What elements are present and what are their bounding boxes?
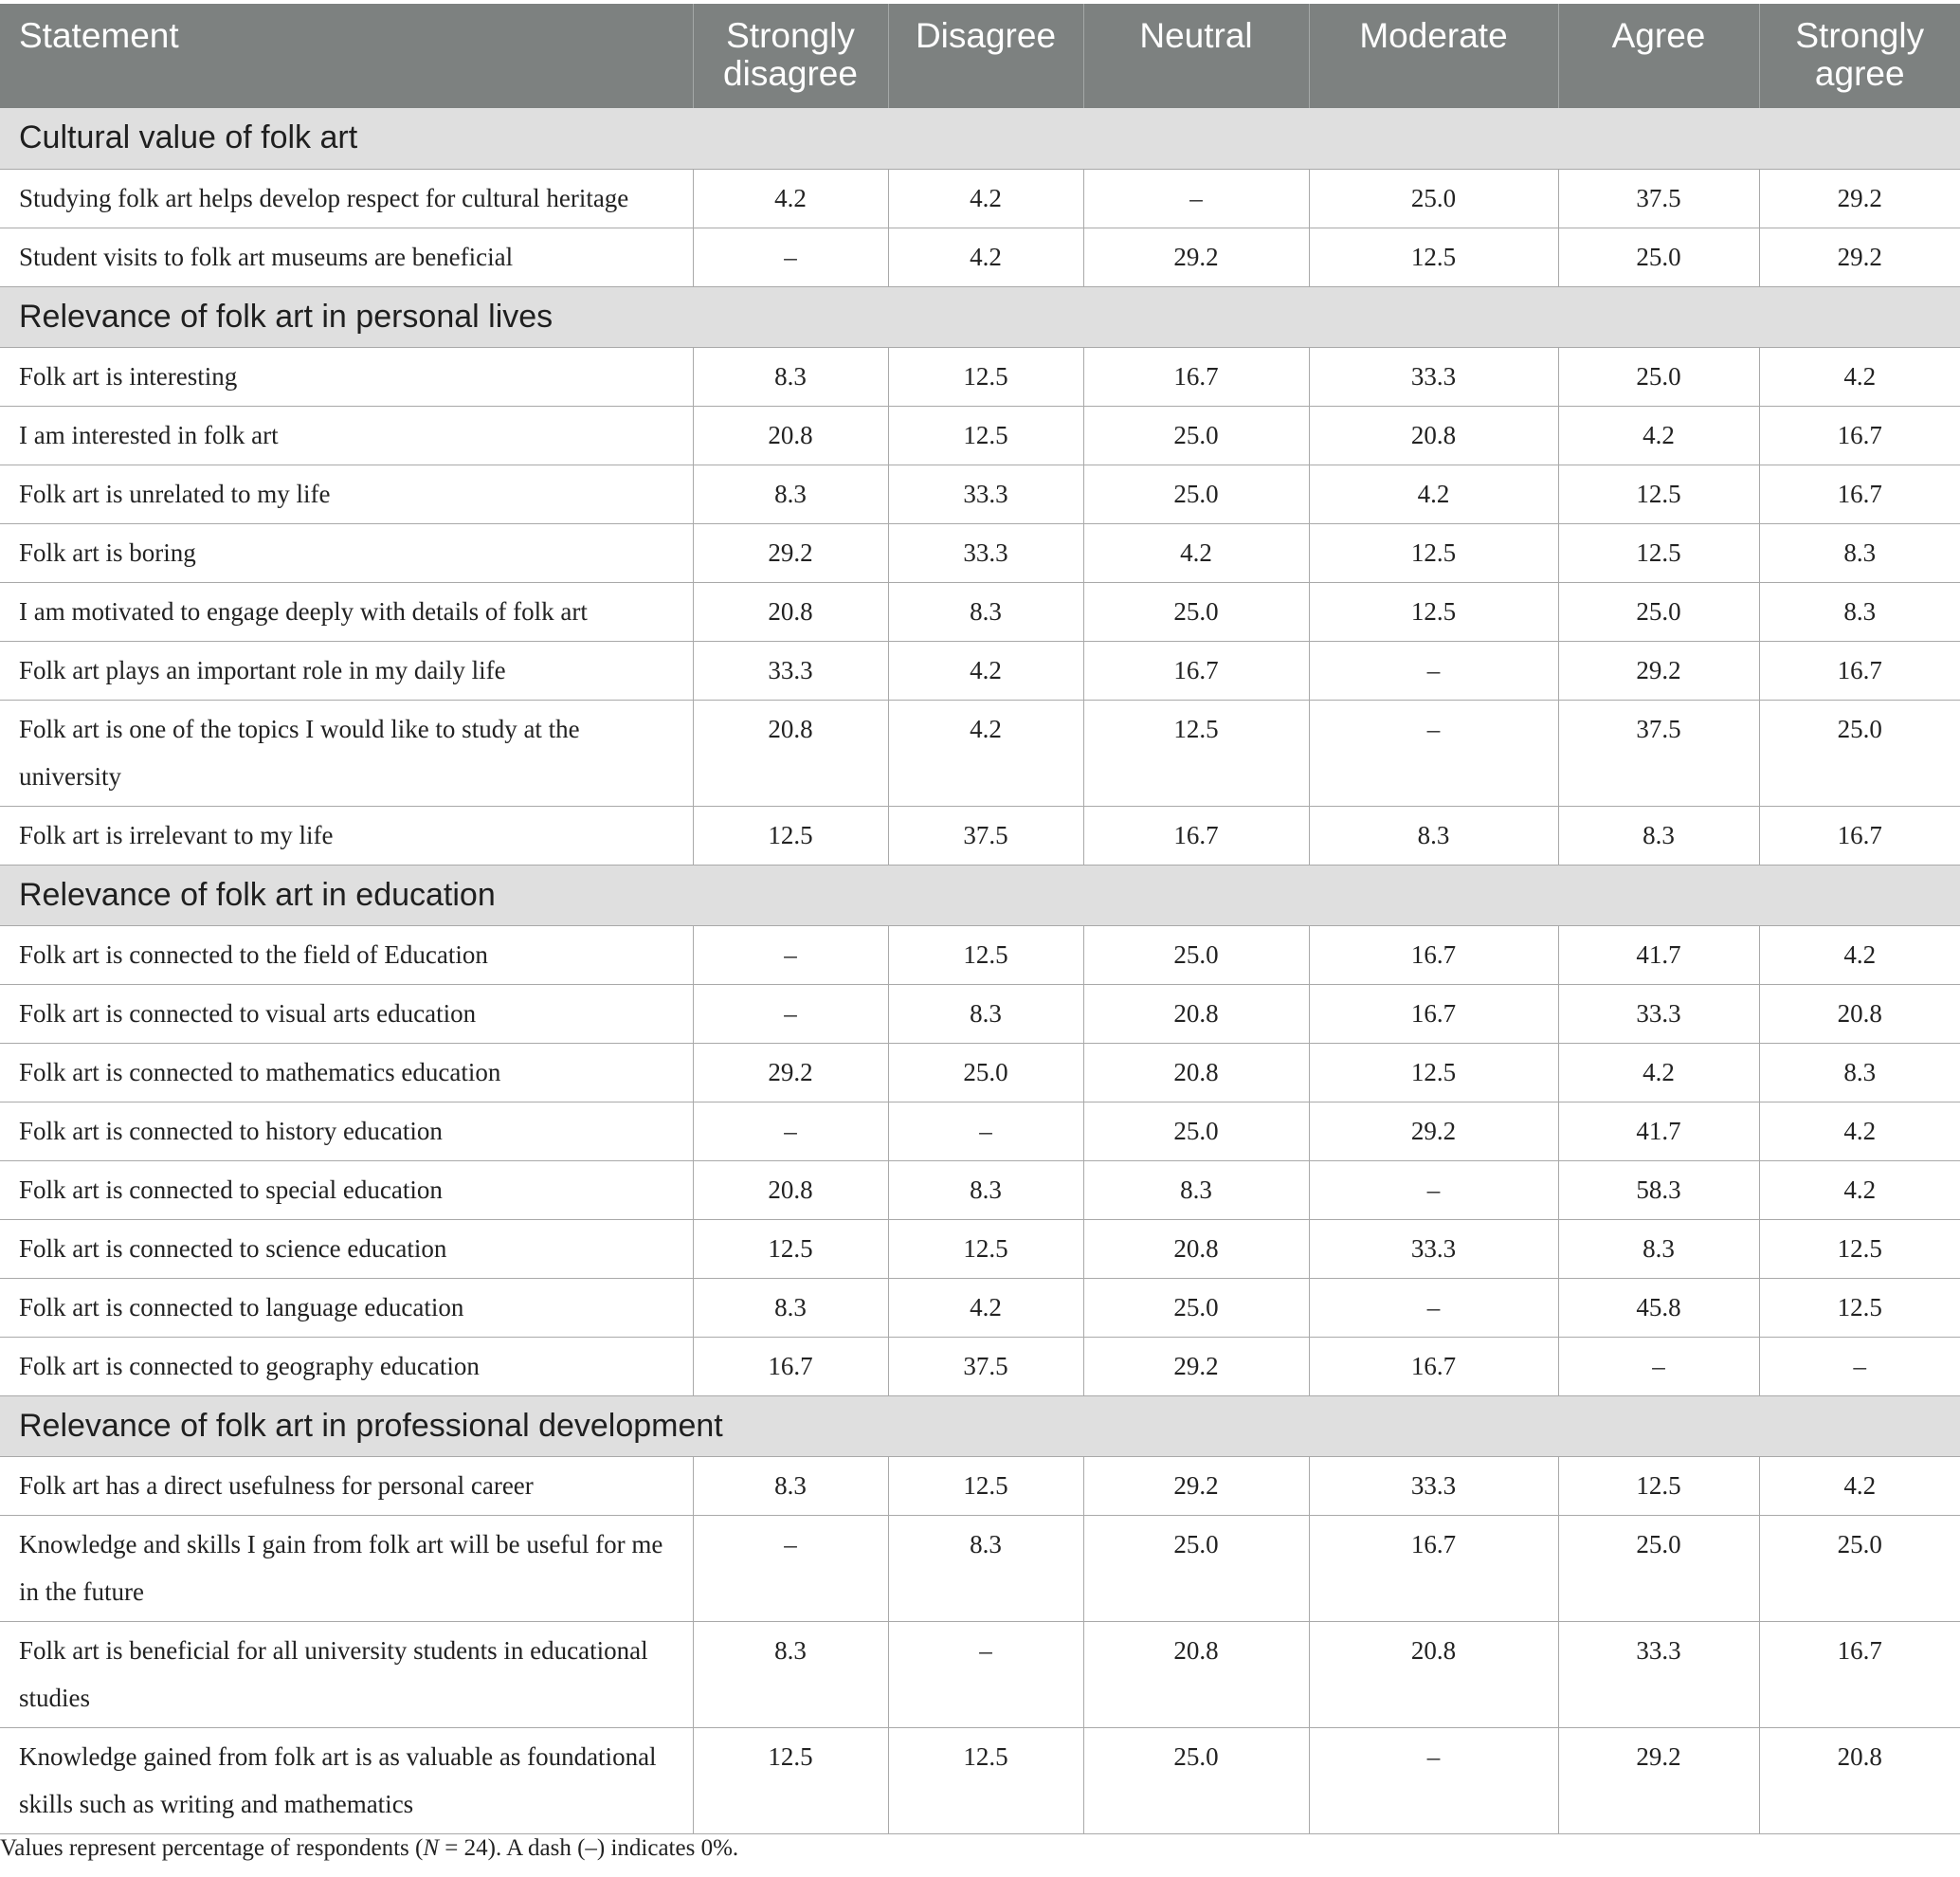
value-cell-disagree: 4.2	[888, 641, 1083, 700]
value-cell-strongly-disagree: 20.8	[693, 406, 888, 465]
table-row	[0, 806, 1960, 865]
statement-cell: Folk art is one of the topics I would like to study at the university	[0, 700, 693, 806]
value-cell-disagree: 33.3	[888, 465, 1083, 523]
value-cell-strongly-agree: 16.7	[1759, 1621, 1960, 1727]
table-footnote	[0, 1835, 738, 1862]
value-cell-moderate: 20.8	[1309, 406, 1558, 465]
table-row	[0, 641, 1960, 700]
value-cell-agree: 25.0	[1558, 1515, 1759, 1621]
value-cell-moderate: 33.3	[1309, 347, 1558, 406]
statement-cell: Folk art has a direct usefulness for personal career	[0, 1456, 693, 1515]
statement-cell: Folk art is connected to geography education	[0, 1337, 693, 1395]
value-cell-strongly-agree: 20.8	[1759, 1727, 1960, 1833]
value-cell-disagree: 4.2	[888, 228, 1083, 286]
table-row	[0, 582, 1960, 641]
value-cell-strongly-agree: 8.3	[1759, 1043, 1960, 1102]
table-row	[0, 1160, 1960, 1219]
value-cell-disagree: 12.5	[888, 347, 1083, 406]
table-row	[0, 1219, 1960, 1278]
value-cell-agree: 25.0	[1558, 228, 1759, 286]
statement-cell: Folk art is connected to special education	[0, 1160, 693, 1219]
section-title: Relevance of folk art in education	[0, 865, 1960, 925]
section-row	[0, 286, 1960, 347]
value-cell-neutral: 8.3	[1083, 1160, 1309, 1219]
value-cell-strongly-disagree: 8.3	[693, 1456, 888, 1515]
value-cell-disagree: 8.3	[888, 582, 1083, 641]
value-cell-moderate: 20.8	[1309, 1621, 1558, 1727]
table-row	[0, 465, 1960, 523]
value-cell-neutral: 25.0	[1083, 1727, 1309, 1833]
value-cell-agree: 37.5	[1558, 700, 1759, 806]
value-cell-neutral: 25.0	[1083, 406, 1309, 465]
value-cell-strongly-disagree: –	[693, 1102, 888, 1160]
value-cell-disagree: 12.5	[888, 406, 1083, 465]
value-cell-agree: 41.7	[1558, 1102, 1759, 1160]
value-cell-disagree: 4.2	[888, 700, 1083, 806]
value-cell-strongly-disagree: –	[693, 984, 888, 1043]
value-cell-disagree: –	[888, 1102, 1083, 1160]
table-row	[0, 406, 1960, 465]
value-cell-agree: 12.5	[1558, 465, 1759, 523]
table-row	[0, 1621, 1960, 1727]
statement-cell: I am motivated to engage deeply with details of folk art	[0, 582, 693, 641]
statement-cell: I am interested in folk art	[0, 406, 693, 465]
value-cell-strongly-disagree: 8.3	[693, 1278, 888, 1337]
value-cell-strongly-agree: –	[1759, 1337, 1960, 1395]
value-cell-disagree: –	[888, 1621, 1083, 1727]
value-cell-neutral: 25.0	[1083, 925, 1309, 984]
statement-cell: Folk art is connected to language education	[0, 1278, 693, 1337]
value-cell-neutral: 25.0	[1083, 582, 1309, 641]
value-cell-neutral: 25.0	[1083, 465, 1309, 523]
value-cell-moderate: 16.7	[1309, 984, 1558, 1043]
value-cell-agree: 4.2	[1558, 406, 1759, 465]
section-title: Relevance of folk art in professional development	[0, 1395, 1960, 1456]
value-cell-neutral: 16.7	[1083, 641, 1309, 700]
column-header-strongly-disagree: Strongly disagree	[693, 4, 888, 108]
table-row	[0, 1456, 1960, 1515]
table-header	[0, 4, 1960, 108]
section-row	[0, 108, 1960, 169]
value-cell-moderate: –	[1309, 1278, 1558, 1337]
table-row	[0, 1278, 1960, 1337]
table-body	[0, 108, 1960, 1833]
value-cell-strongly-disagree: –	[693, 925, 888, 984]
value-cell-moderate: 33.3	[1309, 1219, 1558, 1278]
footnote-text-end: = 24). A dash (–) indicates 0%.	[439, 1835, 739, 1861]
statement-cell: Folk art is irrelevant to my life	[0, 806, 693, 865]
value-cell-strongly-disagree: –	[693, 228, 888, 286]
value-cell-agree: 29.2	[1558, 641, 1759, 700]
column-header-agree: Agree	[1558, 4, 1759, 108]
value-cell-strongly-disagree: 8.3	[693, 1621, 888, 1727]
column-header-strongly-agree: Strongly agree	[1759, 4, 1960, 108]
value-cell-strongly-agree: 8.3	[1759, 582, 1960, 641]
column-header-statement: Statement	[0, 4, 693, 108]
table-row	[0, 523, 1960, 582]
section-title: Relevance of folk art in personal lives	[0, 286, 1960, 347]
table-row	[0, 228, 1960, 286]
value-cell-strongly-disagree: 8.3	[693, 465, 888, 523]
value-cell-neutral: 25.0	[1083, 1515, 1309, 1621]
table-row	[0, 1727, 1960, 1833]
statement-cell: Folk art plays an important role in my daily life	[0, 641, 693, 700]
footnote-text-start: Values represent percentage of respondents (	[0, 1835, 424, 1861]
value-cell-strongly-agree: 16.7	[1759, 641, 1960, 700]
value-cell-strongly-disagree: 4.2	[693, 169, 888, 228]
value-cell-strongly-disagree: 8.3	[693, 347, 888, 406]
value-cell-strongly-disagree: 20.8	[693, 1160, 888, 1219]
survey-table	[0, 4, 1960, 1834]
value-cell-strongly-agree: 4.2	[1759, 1456, 1960, 1515]
value-cell-disagree: 25.0	[888, 1043, 1083, 1102]
value-cell-neutral: 16.7	[1083, 806, 1309, 865]
table-row	[0, 700, 1960, 806]
value-cell-strongly-agree: 12.5	[1759, 1219, 1960, 1278]
value-cell-disagree: 12.5	[888, 1219, 1083, 1278]
value-cell-neutral: 29.2	[1083, 228, 1309, 286]
value-cell-disagree: 37.5	[888, 806, 1083, 865]
value-cell-strongly-agree: 16.7	[1759, 406, 1960, 465]
table-row	[0, 1515, 1960, 1621]
value-cell-neutral: 29.2	[1083, 1456, 1309, 1515]
value-cell-neutral: 25.0	[1083, 1278, 1309, 1337]
value-cell-moderate: –	[1309, 641, 1558, 700]
table-row	[0, 984, 1960, 1043]
statement-cell: Folk art is connected to mathematics education	[0, 1043, 693, 1102]
value-cell-moderate: –	[1309, 1160, 1558, 1219]
value-cell-strongly-disagree: –	[693, 1515, 888, 1621]
value-cell-disagree: 8.3	[888, 1515, 1083, 1621]
value-cell-moderate: 29.2	[1309, 1102, 1558, 1160]
value-cell-moderate: 4.2	[1309, 465, 1558, 523]
value-cell-moderate: 25.0	[1309, 169, 1558, 228]
value-cell-strongly-agree: 4.2	[1759, 347, 1960, 406]
value-cell-moderate: 16.7	[1309, 925, 1558, 984]
value-cell-neutral: 20.8	[1083, 984, 1309, 1043]
value-cell-strongly-agree: 16.7	[1759, 465, 1960, 523]
value-cell-strongly-disagree: 12.5	[693, 806, 888, 865]
value-cell-moderate: 12.5	[1309, 1043, 1558, 1102]
value-cell-neutral: 12.5	[1083, 700, 1309, 806]
value-cell-strongly-disagree: 29.2	[693, 523, 888, 582]
value-cell-agree: 45.8	[1558, 1278, 1759, 1337]
value-cell-neutral: 20.8	[1083, 1621, 1309, 1727]
value-cell-neutral: –	[1083, 169, 1309, 228]
section-title: Cultural value of folk art	[0, 108, 1960, 169]
value-cell-agree: 12.5	[1558, 523, 1759, 582]
value-cell-strongly-agree: 8.3	[1759, 523, 1960, 582]
value-cell-agree: 25.0	[1558, 347, 1759, 406]
value-cell-agree: 37.5	[1558, 169, 1759, 228]
value-cell-agree: 12.5	[1558, 1456, 1759, 1515]
column-header-disagree: Disagree	[888, 4, 1083, 108]
value-cell-moderate: 8.3	[1309, 806, 1558, 865]
value-cell-agree: 8.3	[1558, 806, 1759, 865]
statement-cell: Folk art is connected to the field of Education	[0, 925, 693, 984]
value-cell-disagree: 12.5	[888, 925, 1083, 984]
value-cell-agree: 33.3	[1558, 1621, 1759, 1727]
value-cell-agree: 58.3	[1558, 1160, 1759, 1219]
table-row	[0, 347, 1960, 406]
value-cell-moderate: –	[1309, 700, 1558, 806]
value-cell-agree: –	[1558, 1337, 1759, 1395]
value-cell-strongly-disagree: 20.8	[693, 700, 888, 806]
value-cell-strongly-agree: 4.2	[1759, 1160, 1960, 1219]
value-cell-moderate: 16.7	[1309, 1337, 1558, 1395]
value-cell-strongly-disagree: 29.2	[693, 1043, 888, 1102]
value-cell-strongly-disagree: 12.5	[693, 1219, 888, 1278]
value-cell-agree: 4.2	[1558, 1043, 1759, 1102]
value-cell-disagree: 4.2	[888, 169, 1083, 228]
statement-cell: Student visits to folk art museums are beneficial	[0, 228, 693, 286]
value-cell-strongly-agree: 4.2	[1759, 1102, 1960, 1160]
value-cell-neutral: 4.2	[1083, 523, 1309, 582]
statement-cell: Folk art is beneficial for all university students in educational studies	[0, 1621, 693, 1727]
value-cell-strongly-agree: 12.5	[1759, 1278, 1960, 1337]
statement-cell: Folk art is connected to history education	[0, 1102, 693, 1160]
footnote-n-symbol: N	[423, 1835, 440, 1861]
table-row	[0, 1043, 1960, 1102]
section-row	[0, 865, 1960, 925]
column-header-neutral: Neutral	[1083, 4, 1309, 108]
value-cell-agree: 25.0	[1558, 582, 1759, 641]
value-cell-moderate: 33.3	[1309, 1456, 1558, 1515]
table-row	[0, 1102, 1960, 1160]
value-cell-strongly-agree: 29.2	[1759, 169, 1960, 228]
statement-cell: Folk art is connected to visual arts education	[0, 984, 693, 1043]
table-row	[0, 925, 1960, 984]
value-cell-disagree: 4.2	[888, 1278, 1083, 1337]
table-row	[0, 169, 1960, 228]
value-cell-strongly-disagree: 16.7	[693, 1337, 888, 1395]
value-cell-moderate: 16.7	[1309, 1515, 1558, 1621]
value-cell-neutral: 20.8	[1083, 1043, 1309, 1102]
value-cell-strongly-agree: 25.0	[1759, 1515, 1960, 1621]
survey-table-container	[0, 4, 1960, 1834]
statement-cell: Folk art is interesting	[0, 347, 693, 406]
section-row	[0, 1395, 1960, 1456]
statement-cell: Folk art is connected to science education	[0, 1219, 693, 1278]
value-cell-neutral: 16.7	[1083, 347, 1309, 406]
value-cell-moderate: –	[1309, 1727, 1558, 1833]
value-cell-moderate: 12.5	[1309, 523, 1558, 582]
statement-cell: Folk art is unrelated to my life	[0, 465, 693, 523]
statement-cell: Folk art is boring	[0, 523, 693, 582]
value-cell-strongly-agree: 16.7	[1759, 806, 1960, 865]
value-cell-agree: 41.7	[1558, 925, 1759, 984]
value-cell-neutral: 29.2	[1083, 1337, 1309, 1395]
value-cell-disagree: 37.5	[888, 1337, 1083, 1395]
header-row	[0, 4, 1960, 108]
value-cell-moderate: 12.5	[1309, 228, 1558, 286]
value-cell-disagree: 33.3	[888, 523, 1083, 582]
value-cell-disagree: 8.3	[888, 984, 1083, 1043]
statement-cell: Knowledge gained from folk art is as valuable as foundational skills such as writing and mathematics	[0, 1727, 693, 1833]
value-cell-disagree: 12.5	[888, 1456, 1083, 1515]
value-cell-moderate: 12.5	[1309, 582, 1558, 641]
statement-cell: Studying folk art helps develop respect for cultural heritage	[0, 169, 693, 228]
value-cell-agree: 33.3	[1558, 984, 1759, 1043]
value-cell-strongly-disagree: 12.5	[693, 1727, 888, 1833]
value-cell-strongly-agree: 20.8	[1759, 984, 1960, 1043]
value-cell-strongly-agree: 4.2	[1759, 925, 1960, 984]
value-cell-neutral: 25.0	[1083, 1102, 1309, 1160]
value-cell-neutral: 20.8	[1083, 1219, 1309, 1278]
statement-cell: Knowledge and skills I gain from folk art will be useful for me in the future	[0, 1515, 693, 1621]
value-cell-strongly-agree: 29.2	[1759, 228, 1960, 286]
value-cell-strongly-disagree: 20.8	[693, 582, 888, 641]
value-cell-agree: 8.3	[1558, 1219, 1759, 1278]
value-cell-disagree: 8.3	[888, 1160, 1083, 1219]
value-cell-disagree: 12.5	[888, 1727, 1083, 1833]
table-row	[0, 1337, 1960, 1395]
value-cell-strongly-agree: 25.0	[1759, 700, 1960, 806]
value-cell-strongly-disagree: 33.3	[693, 641, 888, 700]
value-cell-agree: 29.2	[1558, 1727, 1759, 1833]
column-header-moderate: Moderate	[1309, 4, 1558, 108]
